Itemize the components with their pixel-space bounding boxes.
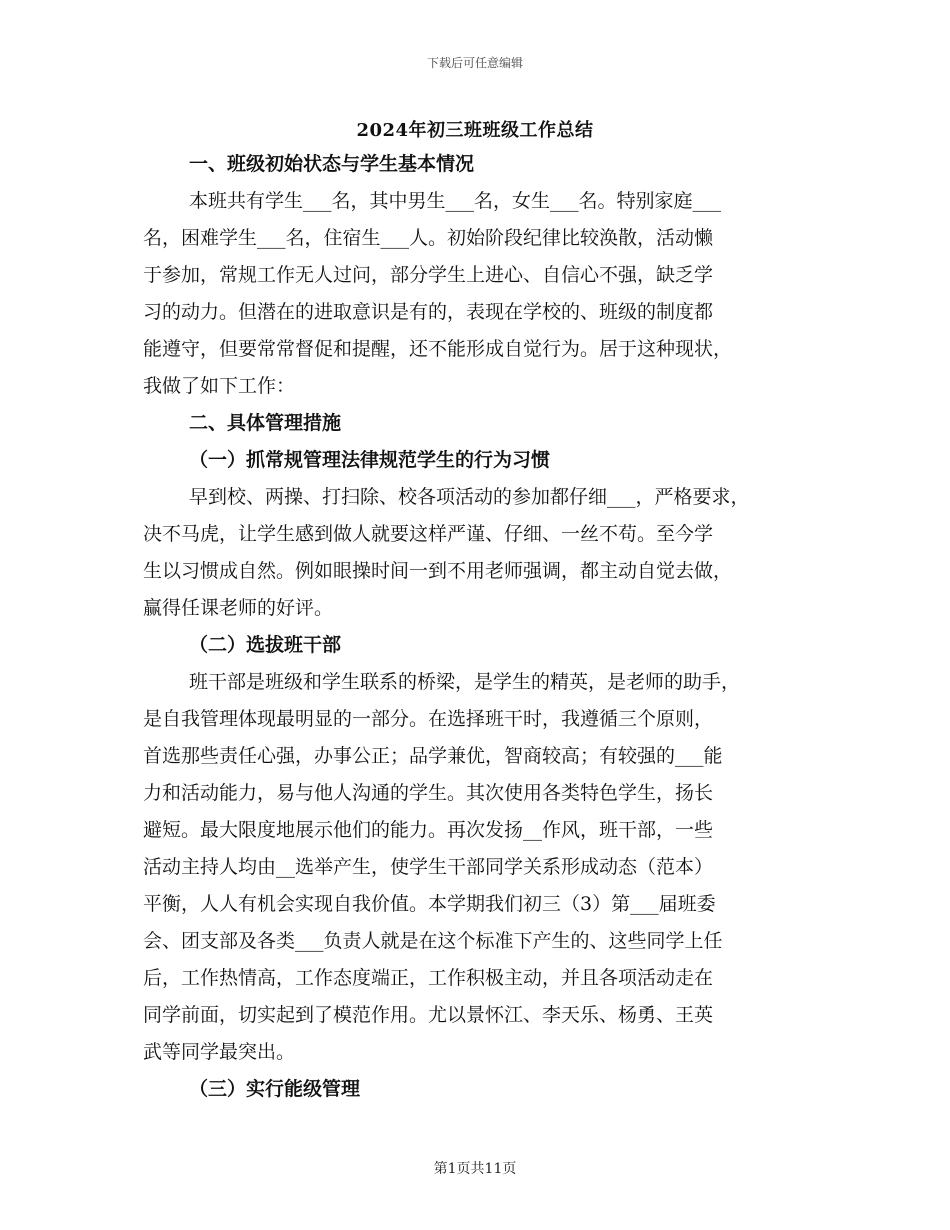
paragraph-line: 我做了如下工作： <box>143 375 296 397</box>
paragraph-line: 是自我管理体现最明显的一部分。在选择班干时，我遵循三个原则， <box>143 708 714 730</box>
section-heading-2: 二、具体管理措施 <box>189 412 342 434</box>
paragraph-line: 习的动力。但潜在的进取意识是有的，表现在学校的、班级的制度都 <box>143 301 714 323</box>
section-heading-1: 一、班级初始状态与学生基本情况 <box>189 153 475 175</box>
document-body <box>143 146 833 1108</box>
document-title: 2024年初三班班级工作总结 <box>356 120 594 141</box>
paragraph-line: 本班共有学生___名，其中男生___名，女生___名。特别家庭___ <box>189 190 722 212</box>
paragraph-line: 力和活动能力，易与他人沟通的学生。其次使用各类特色学生，扬长 <box>143 782 714 804</box>
subsection-heading-1: （一）抓常规管理法律规范学生的行为习惯 <box>189 449 551 471</box>
paragraph-line: 名，困难学生___名，住宿生___人。初始阶段纪律比较涣散，活动懒 <box>143 227 714 249</box>
paragraph-line: 于参加，常规工作无人过问，部分学生上进心、自信心不强，缺乏学 <box>143 264 714 286</box>
paragraph-line: 能遵守，但要常常督促和提醒，还不能形成自觉行为。居于这种现状， <box>143 338 733 360</box>
paragraph-line: 生以习惯成自然。例如眼操时间一到不用老师强调，都主动自觉去做， <box>143 560 733 582</box>
paragraph-line: 武等同学最突出。 <box>143 1041 296 1063</box>
paragraph-line: 决不马虎，让学生感到做人就要这样严谨、仔细、一丝不苟。至今学 <box>143 523 714 545</box>
paragraph-line: 赢得任课老师的好评。 <box>143 597 334 619</box>
paragraph-line: 活动主持人均由__选举产生，使学生干部同学关系形成动态（范本） <box>143 856 714 878</box>
paragraph-line: 会、团支部及各类___负责人就是在这个标准下产生的、这些同学上任 <box>143 930 723 952</box>
page-number: 第1页共11页 <box>433 1161 517 1177</box>
paragraph-line: 平衡，人人有机会实现自我价值。本学期我们初三（3）第___届班委 <box>143 893 716 915</box>
subsection-heading-3: （三）实行能级管理 <box>189 1078 361 1100</box>
paragraph-line: 首选那些责任心强，办事公正；品学兼优，智商较高；有较强的___能 <box>143 745 723 767</box>
paragraph-line: 同学前面，切实起到了模范作用。尤以景怀江、李天乐、杨勇、王英 <box>143 1004 714 1026</box>
subsection-heading-2: （二）选拔班干部 <box>189 634 342 656</box>
paragraph-line: 班干部是班级和学生联系的桥梁，是学生的精英，是老师的助手， <box>189 671 741 693</box>
paragraph-line: 避短。最大限度地展示他们的能力。再次发扬__作风，班干部，一些 <box>143 819 714 841</box>
page-header-note: 下载后可任意编辑 <box>426 56 523 70</box>
paragraph-line: 早到校、两操、打扫除、校各项活动的参加都仔细___，严格要求， <box>189 486 750 508</box>
paragraph-line: 后，工作热情高，工作态度端正，工作积极主动，并且各项活动走在 <box>143 967 714 989</box>
